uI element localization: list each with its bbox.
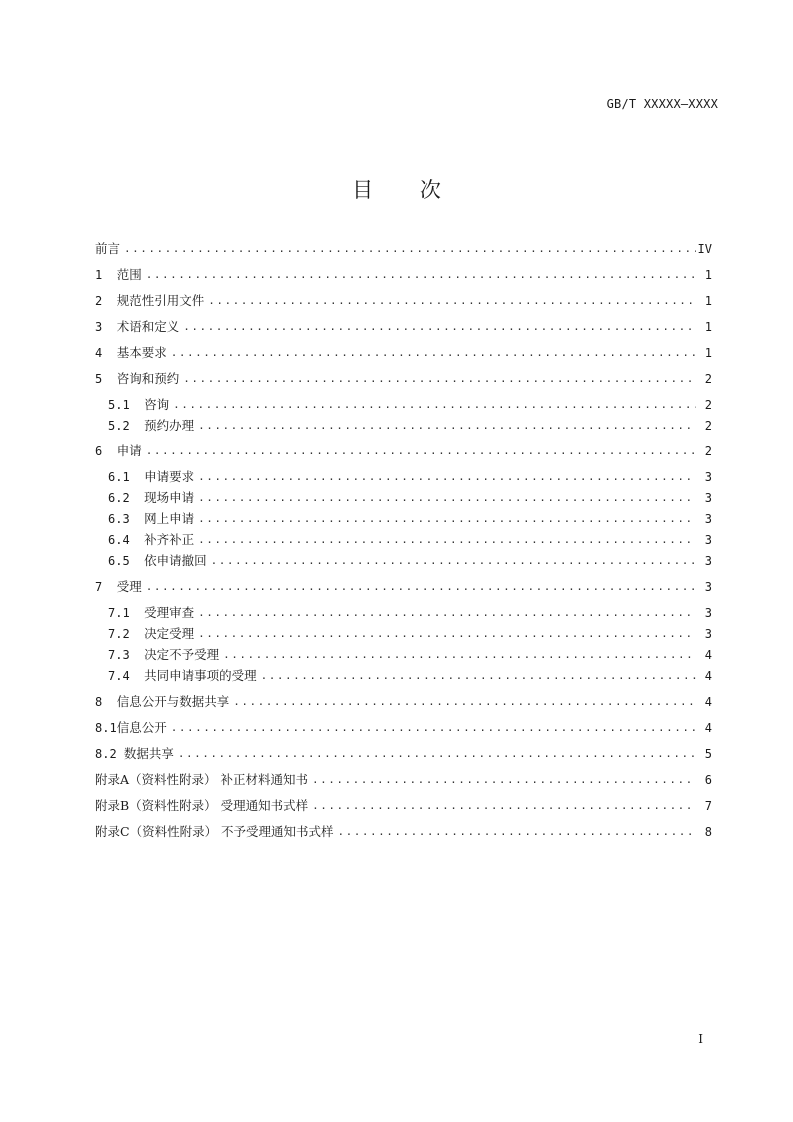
toc-entry-number: 7.4: [108, 669, 145, 683]
toc-leader-dots: [229, 693, 696, 711]
toc-entry-label: 决定不予受理: [144, 647, 220, 662]
toc-entry-page: 2: [704, 419, 712, 433]
toc-entry-label: 信息公开与数据共享: [116, 694, 230, 709]
toc-leader-dots: [194, 625, 696, 643]
toc-entry[interactable]: [95, 240, 712, 258]
toc-entry-label: 附录C（资料性附录） 不予受理通知书式样: [95, 824, 334, 839]
toc-subentry[interactable]: [108, 646, 712, 664]
toc-entry-page: 4: [704, 721, 712, 735]
toc-entry-page: 3: [704, 470, 712, 484]
toc-leader-dots: [194, 468, 696, 486]
toc-leader-dots: [194, 489, 696, 507]
toc-entry-label: 基本要求: [116, 345, 167, 360]
toc-entry[interactable]: [95, 318, 712, 336]
toc-entry-number: 7.3: [108, 648, 145, 662]
toc-entry-page: 3: [704, 627, 712, 641]
toc-leader-dots: [167, 344, 696, 362]
toc-entry[interactable]: [95, 719, 712, 737]
toc-entry-number: 7.2: [108, 627, 145, 641]
toc-entry-page: 6: [704, 773, 712, 787]
toc-entry-page: 2: [704, 444, 712, 458]
toc-entry[interactable]: [95, 442, 712, 460]
toc-entry-label: 共同申请事项的受理: [144, 668, 257, 683]
toc-entry-number: 5.2: [108, 419, 145, 433]
toc-entry-number: 7.1: [108, 606, 145, 620]
toc-entry-label: 数据共享: [123, 746, 174, 761]
toc-entry-label: 网上申请: [144, 511, 195, 526]
toc-entry-label: 依申请撤回: [144, 553, 207, 568]
toc-leader-dots: [142, 578, 696, 596]
toc-entry-label: 受理审查: [144, 605, 195, 620]
toc-leader-dots: [142, 442, 696, 460]
toc-entry-page: 3: [704, 512, 712, 526]
toc-entry-page: 3: [704, 491, 712, 505]
toc-entry-label: 范围: [116, 267, 142, 282]
toc-entry[interactable]: [95, 292, 712, 310]
toc-subentry[interactable]: [108, 625, 712, 643]
toc-entry[interactable]: [95, 745, 712, 763]
toc-entry-label: 咨询: [144, 397, 170, 412]
toc-subentry[interactable]: [108, 510, 712, 528]
toc-leader-dots: [207, 552, 696, 570]
toc-leader-dots: [169, 396, 696, 414]
toc-leader-dots: [142, 266, 696, 284]
toc-entry[interactable]: [95, 693, 712, 711]
toc-appendix-entry[interactable]: [95, 823, 712, 841]
toc-entry-page: 8: [704, 825, 712, 839]
toc-entry-page: 2: [704, 372, 712, 386]
toc-leader-dots: [194, 417, 696, 435]
toc-entry-page: 4: [704, 669, 712, 683]
toc-entry-label: 术语和定义: [116, 319, 180, 334]
toc-leader-dots: [179, 370, 696, 388]
toc-entry-label: 前言: [95, 241, 121, 256]
toc-leader-dots: [194, 604, 696, 622]
toc-entry-number: 6.4: [108, 533, 145, 547]
toc-entry[interactable]: [95, 344, 712, 362]
toc-leader-dots: [120, 240, 696, 258]
toc-leader-dots: [257, 667, 696, 685]
toc-entry-number: 6.1: [108, 470, 145, 484]
toc-appendix-entry[interactable]: [95, 797, 712, 815]
toc-entry-label: 预约办理: [144, 418, 195, 433]
toc-entry-page: 1: [704, 294, 712, 308]
toc-entry-label: 申请: [116, 443, 142, 458]
toc-entry-label: 受理: [116, 579, 142, 594]
toc-entry[interactable]: [95, 266, 712, 284]
toc-subentry[interactable]: [108, 667, 712, 685]
toc-leader-dots: [204, 292, 696, 310]
toc-entry-label: 咨询和预约: [116, 371, 180, 386]
toc-entry-page: 1: [704, 346, 712, 360]
toc-entry-page: 1: [704, 268, 712, 282]
toc-subentry[interactable]: [108, 531, 712, 549]
toc-entry-page: IV: [697, 242, 712, 256]
toc-leader-dots: [219, 646, 696, 664]
toc-entry-page: 3: [704, 554, 712, 568]
toc-leader-dots: [194, 510, 696, 528]
toc-entry-label: 决定受理: [144, 626, 195, 641]
toc-entry-number: 8.2: [95, 747, 124, 761]
toc-entry-page: 7: [704, 799, 712, 813]
toc-subentry[interactable]: [108, 489, 712, 507]
toc-leader-dots: [179, 318, 696, 336]
toc-entry-page: 3: [704, 606, 712, 620]
toc-leader-dots: [308, 771, 696, 789]
toc-entry-number: 6.2: [108, 491, 145, 505]
toc-appendix-entry[interactable]: [95, 771, 712, 789]
toc-entry-page: 4: [704, 695, 712, 709]
toc-title: 目 次: [352, 178, 461, 202]
toc-entry[interactable]: [95, 578, 712, 596]
toc-leader-dots: [167, 719, 696, 737]
toc-subentry[interactable]: [108, 468, 712, 486]
toc-entry-number: 5.1: [108, 398, 145, 412]
toc-subentry[interactable]: [108, 417, 712, 435]
toc-entry-number: 8.1: [95, 721, 117, 735]
toc-entry-label: 现场申请: [144, 490, 195, 505]
toc-entry-page: 3: [704, 533, 712, 547]
toc-entry[interactable]: [95, 370, 712, 388]
toc-entry-label: 信息公开: [116, 720, 167, 735]
toc-entry-number: 7: [95, 580, 117, 594]
toc-entry-page: 4: [704, 648, 712, 662]
toc-entry-page: 5: [704, 747, 712, 761]
toc-entry-number: 4: [95, 346, 117, 360]
toc-entry-number: 8: [95, 695, 117, 709]
toc-subentry[interactable]: [108, 604, 712, 622]
toc-leader-dots: [194, 531, 696, 549]
toc-entry-label: 规范性引用文件: [116, 293, 205, 308]
toc-entry-number: 6.3: [108, 512, 145, 526]
toc-entry-number: 1: [95, 268, 117, 282]
page-number: I: [698, 1032, 703, 1046]
toc-entry-label: 补齐补正: [144, 532, 195, 547]
toc-entry-number: 6: [95, 444, 117, 458]
toc-entry-page: 1: [704, 320, 712, 334]
toc-leader-dots: [334, 823, 696, 841]
toc-leader-dots: [174, 745, 696, 763]
standard-code: GB/T XXXXX—XXXX: [606, 97, 718, 111]
toc-entry-label: 申请要求: [144, 469, 195, 484]
toc-entry-number: 5: [95, 372, 117, 386]
toc-leader-dots: [308, 797, 696, 815]
toc-entry-page: 2: [704, 398, 712, 412]
toc-entry-number: 3: [95, 320, 117, 334]
toc-entry-page: 3: [704, 580, 712, 594]
toc-entry-number: 6.5: [108, 554, 145, 568]
toc-subentry[interactable]: [108, 552, 712, 570]
toc-entry-label: 附录B（资料性附录） 受理通知书式样: [95, 798, 309, 813]
toc-subentry[interactable]: [108, 396, 712, 414]
toc-entry-label: 附录A（资料性附录） 补正材料通知书: [95, 772, 309, 787]
toc-entry-number: 2: [95, 294, 117, 308]
